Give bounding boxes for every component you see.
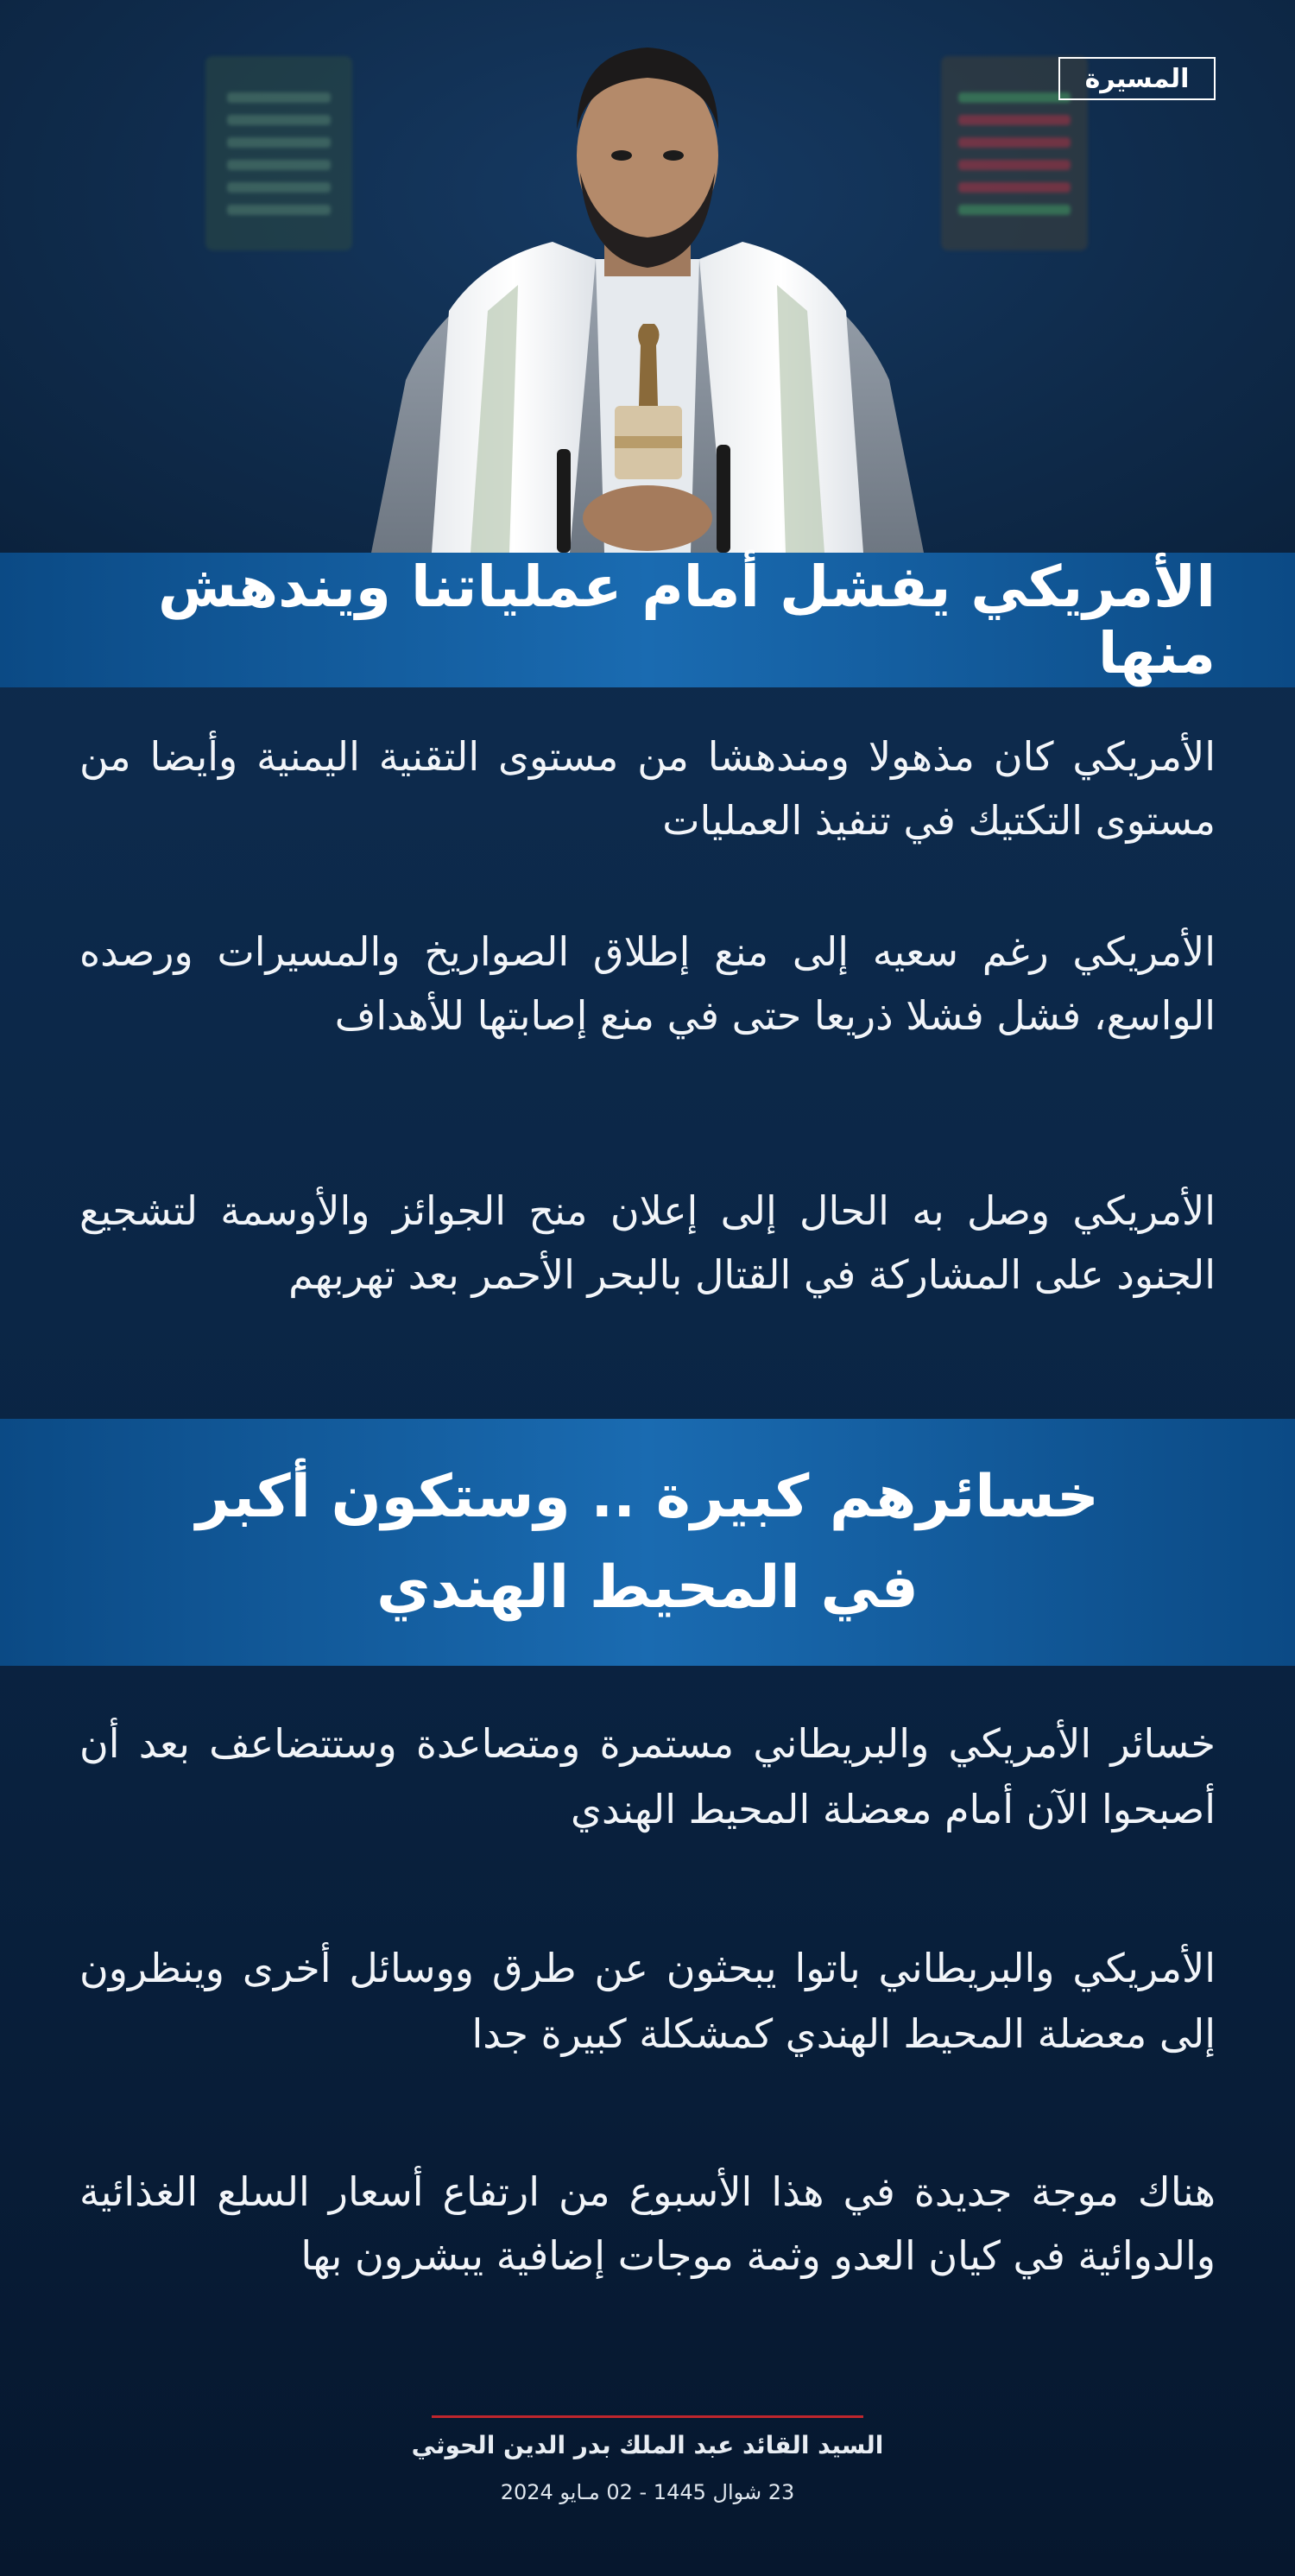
section-title-bar-1 [0,553,1295,687]
hero-image [0,0,1295,553]
brand-logo: المسيرة [1058,57,1216,100]
paragraph-6: هناك موجة جديدة في هذا الأسبوع من ارتفاع أسعار السلع الغذائية والدوائية في كيان العدو وثمة موجات إضافية يبشرون بها [79,2168,1216,2279]
footer-speaker: السيد القائد عبد الملك بدر الدين الحوثي [411,2431,884,2459]
section-title-2-line-2: في المحيط الهندي [376,1554,919,1622]
paragraph-3: الأمريكي وصل به الحال إلى إعلان منح الجوائز والأوسمة لتشجيع الجنود على المشاركة في القتال بالبحر الأحمر بعد تهربهم [79,1187,1216,1298]
footer-date: 23 شوال 1445 - 02 مـايو 2024 [500,2480,795,2504]
section-title-2 [0,1452,1295,1634]
section-title-bar-2 [0,1419,1295,1666]
footer-divider [432,2415,863,2418]
paragraph-2: الأمريكي رغم سعيه إلى منع إطلاق الصواريخ والمسيرات ورصده الواسع، فشل فشلا ذريعا حتى في منع إصابتها للأهداف [79,928,1216,1039]
paragraph-4: خسائر الأمريكي والبريطاني مستمرة ومتصاعدة وستتضاعف بعد أن أصبحوا الآن أمام معضلة المحيط الهندي [79,1720,1216,1832]
paragraph-1: الأمريكي كان مذهولا ومندهشا من مستوى التقنية اليمنية وأيضا من مستوى التكتيك في تنفيذ العمليات [79,733,1216,844]
section-title-2-line-1: خسائرهم كبيرة .. وستكون أكبر [196,1462,1099,1531]
paragraph-5: الأمريكي والبريطاني باتوا يبحثون عن طرق ووسائل أخرى وينظرون إلى معضلة المحيط الهندي كمشكلة كبيرة جدا [79,1945,1216,2057]
section-title-1: الأمريكي يفشل أمام عملياتنا ويندهش منها [158,554,1216,687]
